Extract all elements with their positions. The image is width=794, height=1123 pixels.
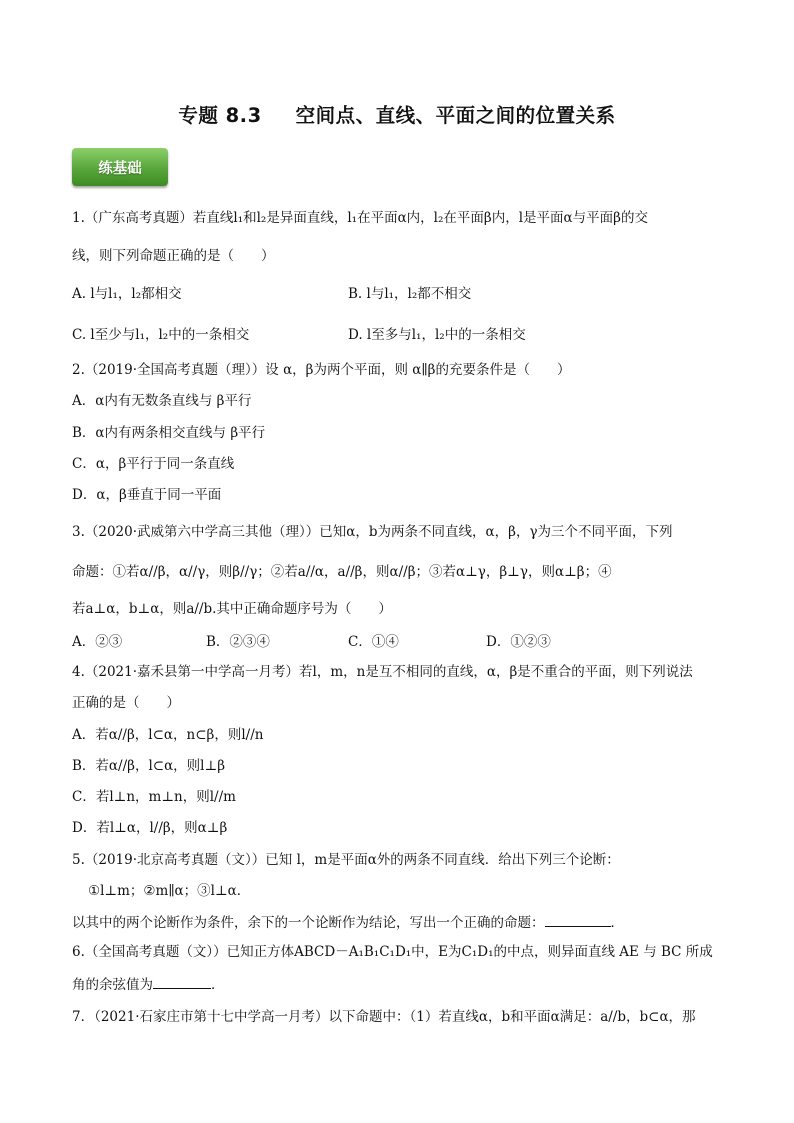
q6-answer-blank[interactable] bbox=[153, 974, 211, 989]
page-title bbox=[0, 100, 794, 128]
q1-option-a: A. l与l₁，l₂都相交 bbox=[72, 286, 182, 302]
topic-title: 空间点、直线、平面之间的位置关系 bbox=[295, 104, 616, 127]
q6-stem-line1: 6.（全国高考真题（文））已知正方体ABCD－A₁B₁C₁D₁中，E为C₁D₁的中点，则异面直线 AE 与 BC 所成 bbox=[72, 944, 713, 960]
q2-option-d: D．α，β垂直于同一平面 bbox=[72, 487, 222, 503]
q1-option-b: B. l与l₁，l₂都不相交 bbox=[348, 286, 472, 302]
section-badge-label: 练基础 bbox=[98, 160, 142, 177]
q5-prompt: 以其中的两个论断作为条件，余下的一个论断作为结论，写出一个正确的命题： bbox=[72, 915, 545, 931]
q6-prompt: 角的余弦值为 bbox=[72, 977, 153, 993]
q5-statements: ①l⊥m；②m∥α；③l⊥α． bbox=[88, 883, 251, 899]
q4-option-d: D．若l⊥α，l//β，则α⊥β bbox=[72, 820, 228, 836]
q3-stem-line2: 命题：①若α//β，α//γ，则β//γ；②若a//α，a//β，则α//β；③若α⊥γ，β⊥γ，则α⊥β；④ bbox=[72, 564, 612, 580]
q2-stem: 2.（2019·全国高考真题（理））设 α，β为两个平面，则 α∥β的充要条件是（ ） bbox=[72, 362, 571, 378]
q4-option-a: A．若α//β，l⊂α，n⊂β，则l//n bbox=[72, 727, 264, 743]
q1-option-d: D. l至多与l₁，l₂中的一条相交 bbox=[348, 327, 526, 343]
q4-option-b: B．若α//β，l⊂α，则l⊥β bbox=[72, 758, 226, 774]
q3-option-a: A．②③ bbox=[72, 634, 123, 650]
q7-stem-line1: 7．（2021·石家庄市第十七中学高一月考）以下命题中：（1）若直线α，b和平面α满足：a//b，b⊂α，那 bbox=[72, 1009, 696, 1025]
q4-stem-line2: 正确的是（ ） bbox=[72, 695, 180, 711]
q4-stem-line1: 4.（2021·嘉禾县第一中学高一月考）若l，m，n是互不相同的直线，α，β是不重合的平面，则下列说法 bbox=[72, 664, 693, 680]
q5-period: ． bbox=[610, 915, 624, 931]
q5-stem-line3 bbox=[72, 912, 624, 933]
section-badge bbox=[72, 148, 168, 186]
q6-period: ． bbox=[211, 977, 225, 993]
q2-option-a: A．α内有无数条直线与 β平行 bbox=[72, 393, 252, 409]
q2-option-c: C．α，β平行于同一条直线 bbox=[72, 456, 235, 472]
q3-option-b: B．②③④ bbox=[206, 634, 270, 650]
q2-option-b: B．α内有两条相交直线与 β平行 bbox=[72, 425, 266, 441]
q1-stem-line1: 1.（广东高考真题）若直线l₁和l₂是异面直线，l₁在平面α内，l₂在平面β内，l是平面α与平面β的交 bbox=[72, 210, 648, 226]
q3-stem-line1: 3.（2020·武威第六中学高三其他（理））已知α，b为两条不同直线，α，β，γ为三个不同平面，下列 bbox=[72, 524, 673, 540]
q3-option-d: D．①②③ bbox=[486, 634, 551, 650]
q3-stem-line3: 若a⊥α，b⊥α，则a//b.其中正确命题序号为（ ） bbox=[72, 601, 392, 617]
q6-stem-line2 bbox=[72, 974, 225, 995]
q1-option-c: C. l至少与l₁，l₂中的一条相交 bbox=[72, 327, 250, 343]
q5-answer-blank[interactable] bbox=[545, 912, 611, 927]
q1-stem-line2: 线，则下列命题正确的是（ ） bbox=[72, 248, 275, 264]
q3-option-c: C．①④ bbox=[348, 634, 399, 650]
topic-number: 专题 8.3 bbox=[178, 104, 262, 127]
q5-stem-line1: 5.（2019·北京高考真题（文））已知 l，m是平面α外的两条不同直线．给出下列三个论断： bbox=[72, 852, 620, 868]
q4-option-c: C．若l⊥n，m⊥n，则l//m bbox=[72, 789, 236, 805]
